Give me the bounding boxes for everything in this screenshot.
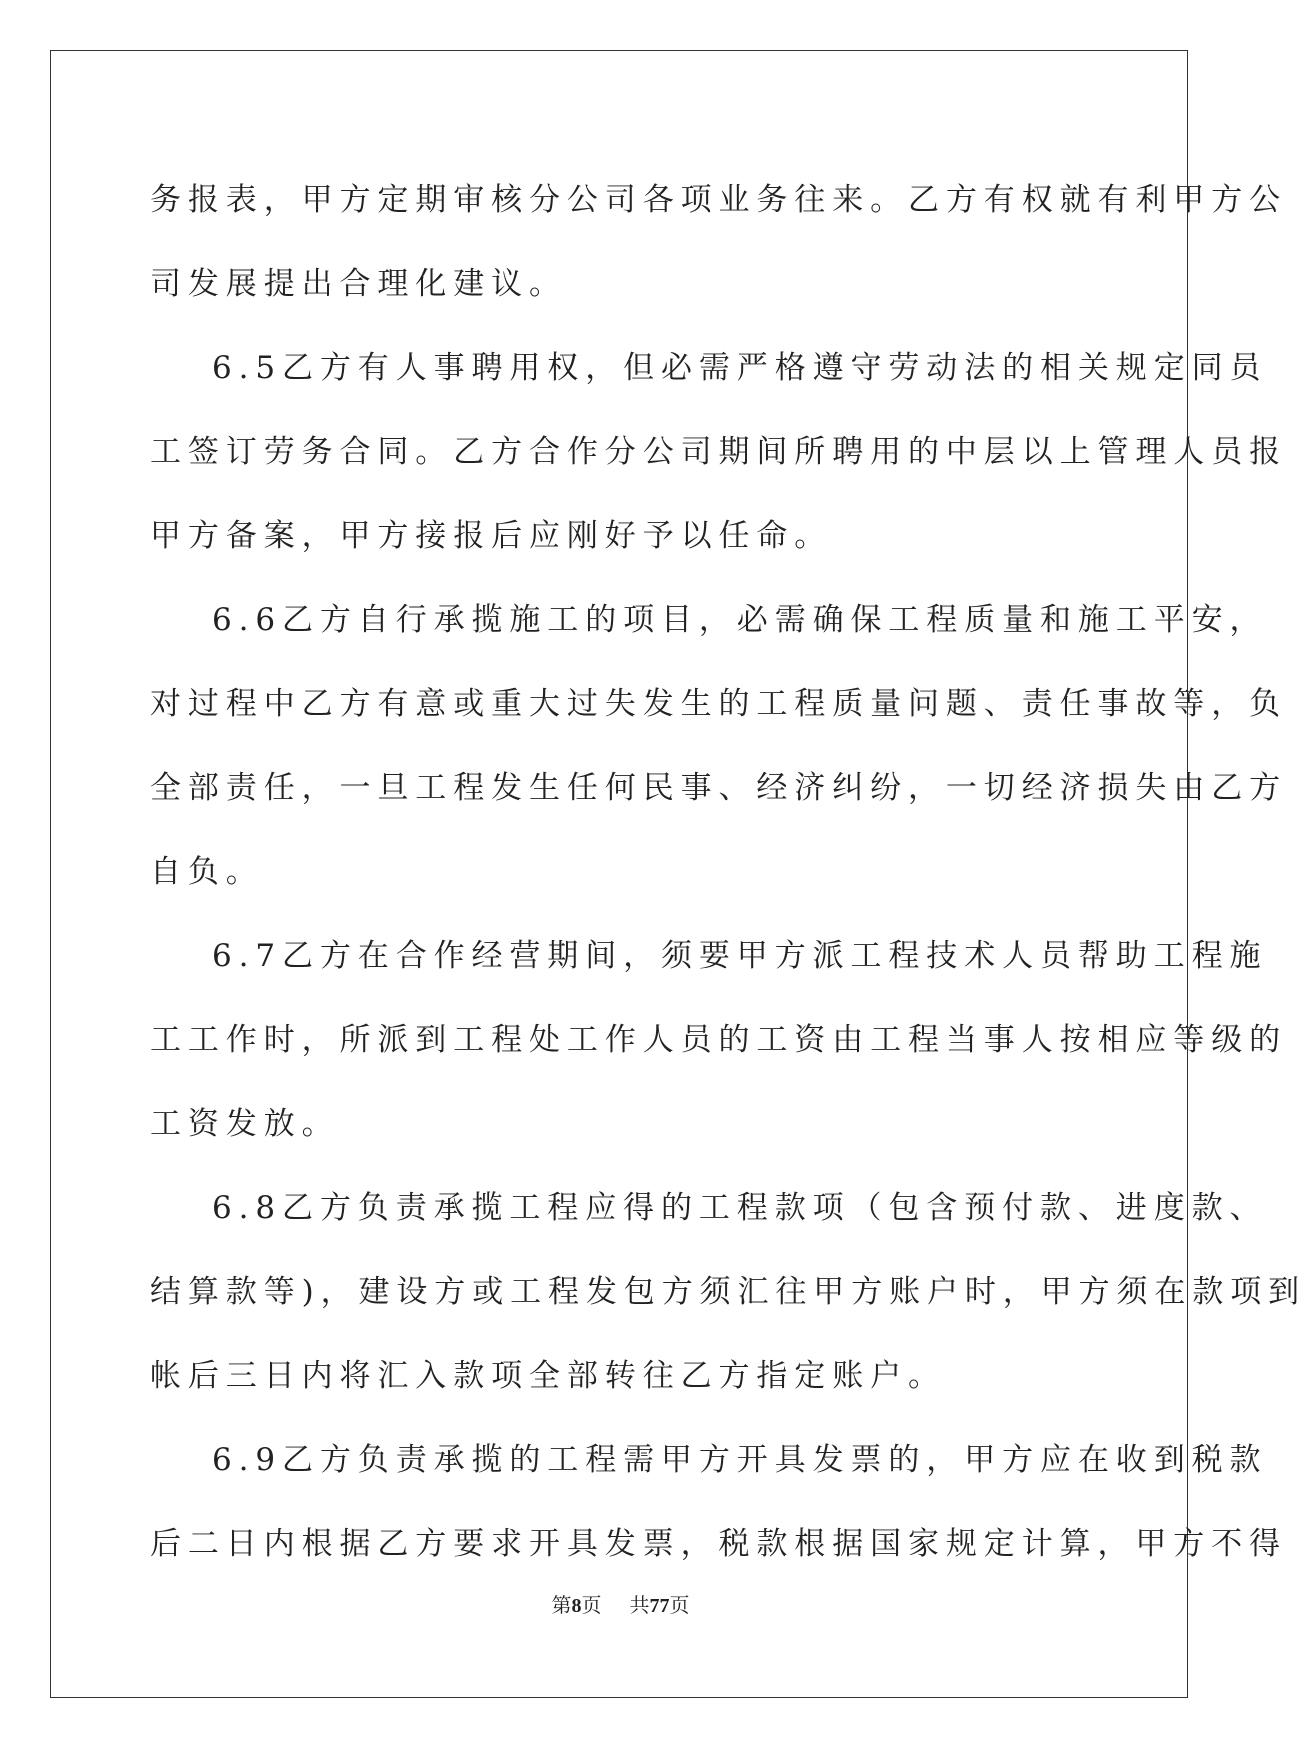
total-pages [630,1592,690,1620]
page-prefix: 第 [551,1595,572,1617]
text-line: 工签订劳务合同。乙方合作分公司期间所聘用的中层以上管理人员报 [150,434,1287,470]
text-line: 全部责任，一旦工程发生任何民事、经济纠纷，一切经济损失由乙方 [150,770,1287,806]
text-line: 6.9乙方负责承揽的工程需甲方开具发票的，甲方应在收到税款 [212,1442,1268,1478]
text-line: 务报表，甲方定期审核分公司各项业务往来。乙方有权就有利甲方公 [150,182,1287,218]
document-body [150,158,1306,1586]
text-line: 6.7乙方在合作经营期间，须要甲方派工程技术人员帮助工程施 [212,938,1268,974]
page-suffix: 页 [581,1595,602,1617]
text-line: 司发展提出合理化建议。 [150,266,567,302]
text-line: 工工作时，所派到工程处工作人员的工资由工程当事人按相应等级的 [150,1022,1287,1058]
text-line: 6.8乙方负责承揽工程应得的工程款项（包含预付款、进度款、 [212,1190,1268,1226]
text-line: 6.5乙方有人事聘用权，但必需严格遵守劳动法的相关规定同员 [212,350,1268,386]
total-prefix: 共 [629,1595,650,1617]
text-line: 结算款等)，建设方或工程发包方须汇往甲方账户时，甲方须在款项到 [150,1274,1306,1310]
text-line: 工资发放。 [150,1106,340,1142]
page-footer [0,1592,1241,1620]
text-line: 帐后三日内将汇入款项全部转往乙方指定账户。 [150,1358,946,1394]
text-line: 自负。 [150,854,264,890]
text-line: 甲方备案，甲方接报后应刚好予以任命。 [150,518,833,554]
text-line: 后二日内根据乙方要求开具发票，税款根据国家规定计算，甲方不得 [150,1526,1287,1562]
page-number [552,1592,602,1620]
text-line: 6.6乙方自行承揽施工的项目，必需确保工程质量和施工平安， [212,602,1268,638]
total-page-count: 77 [649,1595,670,1617]
current-page: 8 [571,1595,582,1617]
text-line: 对过程中乙方有意或重大过失发生的工程质量问题、责任事故等，负 [150,686,1287,722]
total-suffix: 页 [669,1595,690,1617]
